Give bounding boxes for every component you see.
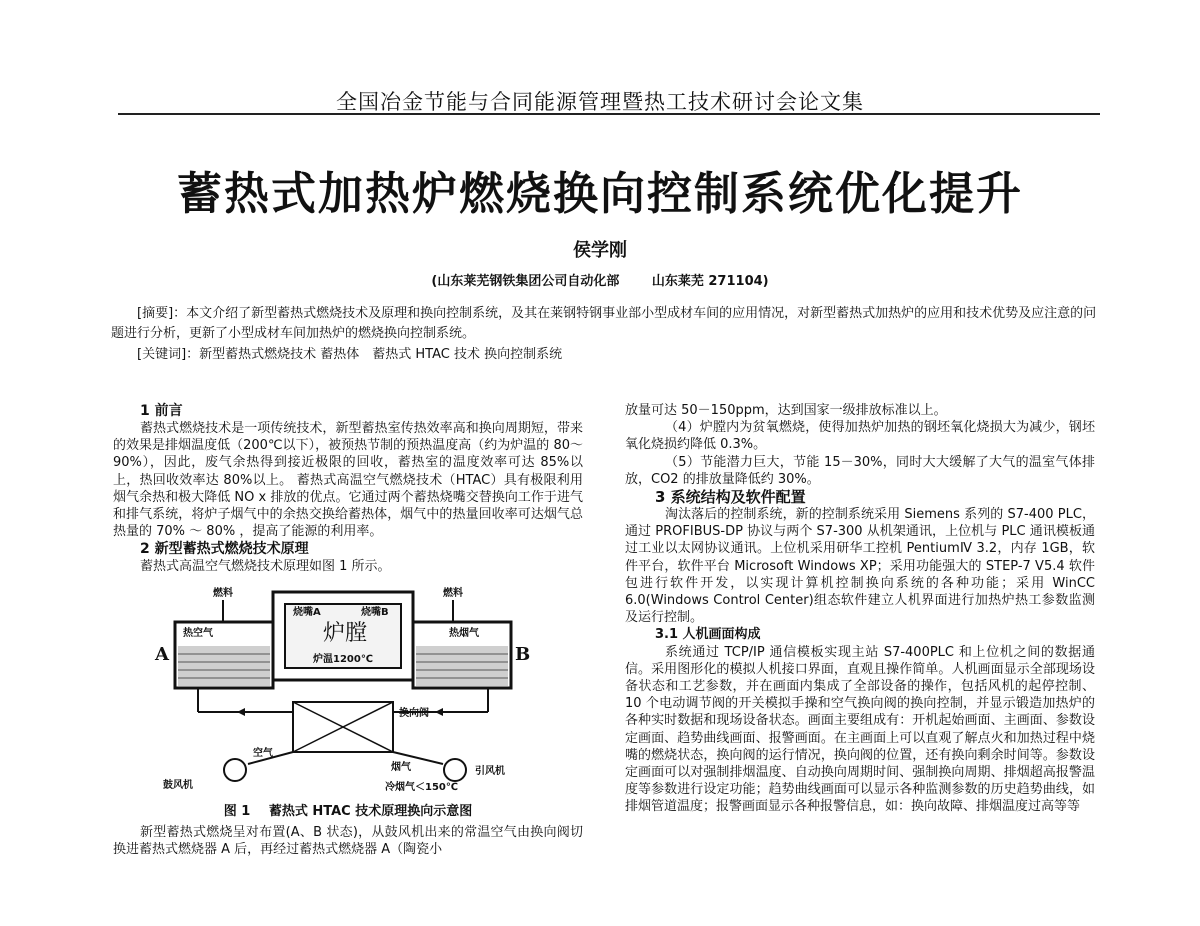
caption-text: 蓄热式 HTAC 技术原理换向示意图 [268, 803, 473, 819]
furnace-label: 炉膛 [323, 620, 368, 646]
abstract: [摘要]：本文介绍了新型蓄热式燃烧技术及原理和换向控制系统，及其在莱钢特钢事业部小型成材车间的应用情况，对新型蓄热式加热炉的应用和技术优势及应注意的问题进行分析，更新了小型成材车间加热炉的燃烧换向控制系统。 [111, 306, 1097, 341]
burner-a-label: 烧嘴A [293, 606, 321, 618]
paper-title: 蓄热式加热炉燃烧换向控制系统优化提升 [176, 167, 1023, 220]
burner-b-label: 烧嘴B [361, 606, 389, 618]
label-a: A [155, 643, 169, 665]
blower-label: 鼓风机 [163, 779, 193, 791]
keywords: [关键词]：新型蓄热式燃烧技术 蓄热体 蓄热式 HTAC 技术 换向控制系统 [137, 347, 563, 362]
layout-paragraph: 新型蓄热式燃烧呈对布置(A、B 状态)，从鼓风机出来的常温空气由换向阀切换进蓄热式燃烧器 A 后，再经过蓄热式燃烧器 A（陶瓷小 [113, 824, 583, 858]
htac-diagram [153, 584, 533, 799]
running-header: 全国冶金节能与合同能源管理暨热工技术研讨会论文集 [336, 90, 864, 114]
fuel-left-label: 燃料 [213, 587, 233, 599]
flue-gas-label: 烟气 [391, 761, 411, 773]
flow-arrow-left [237, 708, 245, 716]
fuel-right-label: 燃料 [443, 587, 463, 599]
section-3-heading: 3 系统结构及软件配置 [655, 488, 806, 507]
flow-arrow-right [435, 708, 443, 716]
point-5-paragraph: （5）节能潜力巨大，节能 15－30%，同时大大缓解了大气的温室气体排放，CO2 的排放量降低约 30%。 [625, 454, 1095, 487]
figure-1 [113, 584, 583, 820]
point-4-paragraph: （4）炉膛内为贫氧燃烧，使得加热炉加热的钢坯氧化烧损大为减少，钢坯氧化烧损约降低 0.3%。 [625, 420, 1095, 453]
induced-fan-label: 引风机 [475, 765, 505, 777]
affiliation-org: (山东莱芜钢铁集团公司自动化部 [431, 274, 620, 289]
affiliation-place: 山东莱芜 271104) [651, 274, 769, 289]
right-column [625, 402, 1095, 816]
induced-fan-icon [444, 759, 466, 781]
regenerator-a-bed [178, 646, 270, 686]
hmi-paragraph: 系统通过 TCP/IP 通信模板实现主站 S7-400PLC 和上位机之间的数据通信。采用图形化的模拟人机接口界面，直观且操作简单。人机画面显示全部现场设备状态和工艺参数，并在画面内集成了全部设备的操作，包括风机的起停控制、10 个电动调节阀的开关模拟手操和空气换向阀的换向控制，并显示锻造加热炉的各种实时数据和现场设备状态。画面主要组成有：开机起始画面、主画面、参数设定画面、趋势曲线画面、报警画面。在主画面上可以直观了解点火和加热过程中烧嘴的燃烧状态，换向阀的运行情况，换向阀的位置，还有换向剩余时间等。参数设定画面可以对强制排烟温度、自动换向周期时间、强制换向周期、排烟超高报警温度等参数进行设定功能；趋势曲线画面可以显示各种监测参数的历史趋势曲线，如排烟管道温度；报警画面显示各种报警信息，如：换向故障、排烟温度过高等等 [625, 644, 1095, 815]
hot-flue-label: 热烟气 [449, 627, 479, 639]
section-2-heading: 2 新型蓄热式燃烧技术原理 [140, 541, 309, 558]
blower-icon [224, 759, 246, 781]
regenerator-b-bed [416, 646, 508, 686]
principle-paragraph: 蓄热式高温空气燃烧技术原理如图 1 所示。 [140, 559, 391, 575]
reversing-valve-label: 换向阀 [399, 707, 429, 719]
header-rule [118, 113, 1100, 115]
hot-air-label: 热空气 [183, 627, 213, 639]
section-1-heading: 1 前言 [140, 403, 183, 419]
left-column [113, 402, 583, 858]
emission-paragraph: 放量可达 50－150ppm，达到国家一级排放标准以上。 [625, 403, 947, 418]
cold-flue-label: 冷烟气＜150℃ [385, 781, 458, 793]
affiliation [0, 270, 1200, 289]
author: 侯学刚 [573, 240, 627, 261]
label-b: B [515, 643, 531, 665]
air-label: 空气 [253, 747, 273, 759]
figure-1-caption [113, 803, 583, 820]
caption-number: 图 1 [223, 803, 251, 819]
section-3-1-heading: 3.1 人机画面构成 [655, 627, 761, 643]
system-paragraph: 淘汰落后的控制系统，新的控制系统采用 Siemens 系列的 S7-400 PLC，通过 PROFIBUS-DP 协议与两个 S7-300 从机架通讯，上位机与 PLC 通讯模板通过工业以太网协议通讯。上位机采用研华工控机 PentiumⅣ 3.2，内存 1GB，软件平台，软件平台 Microsoft Windows XP；采用功能强大的 STEP-7 V5.4 软件包进行软件开发，以实现计算机控制换向系统的各种功能；采用 WinCC 6.0(Windows Control Center)组态软件建立人机界面进行加热炉热工参数监测及运行控制。 [625, 507, 1095, 626]
furnace-temp-label: 炉温1200℃ [313, 653, 373, 665]
intro-paragraph: 蓄热式燃烧技术是一项传统技术，新型蓄热室传热效率高和换向周期短，带来的效果是排烟温度低（200℃以下），被预热节制的预热温度高（约为炉温的 80～90%），因此，废气余热得到接近极限的回收，蓄热室的温度效率可达 85%以上，热回收效率达 80%以上。 蓄热式高温空气燃烧技术（HTAC）具有极限利用烟气余热和极大降低 NO x 排放的优点。它通过两个蓄热烧嘴交替换向工作于进气和排气系统，将炉子烟气中的余热交换给蓄热体，烟气中的热量回收率可达烟气总热量的 70% ～ 80% ，提高了能源的利用率。 [113, 421, 583, 540]
